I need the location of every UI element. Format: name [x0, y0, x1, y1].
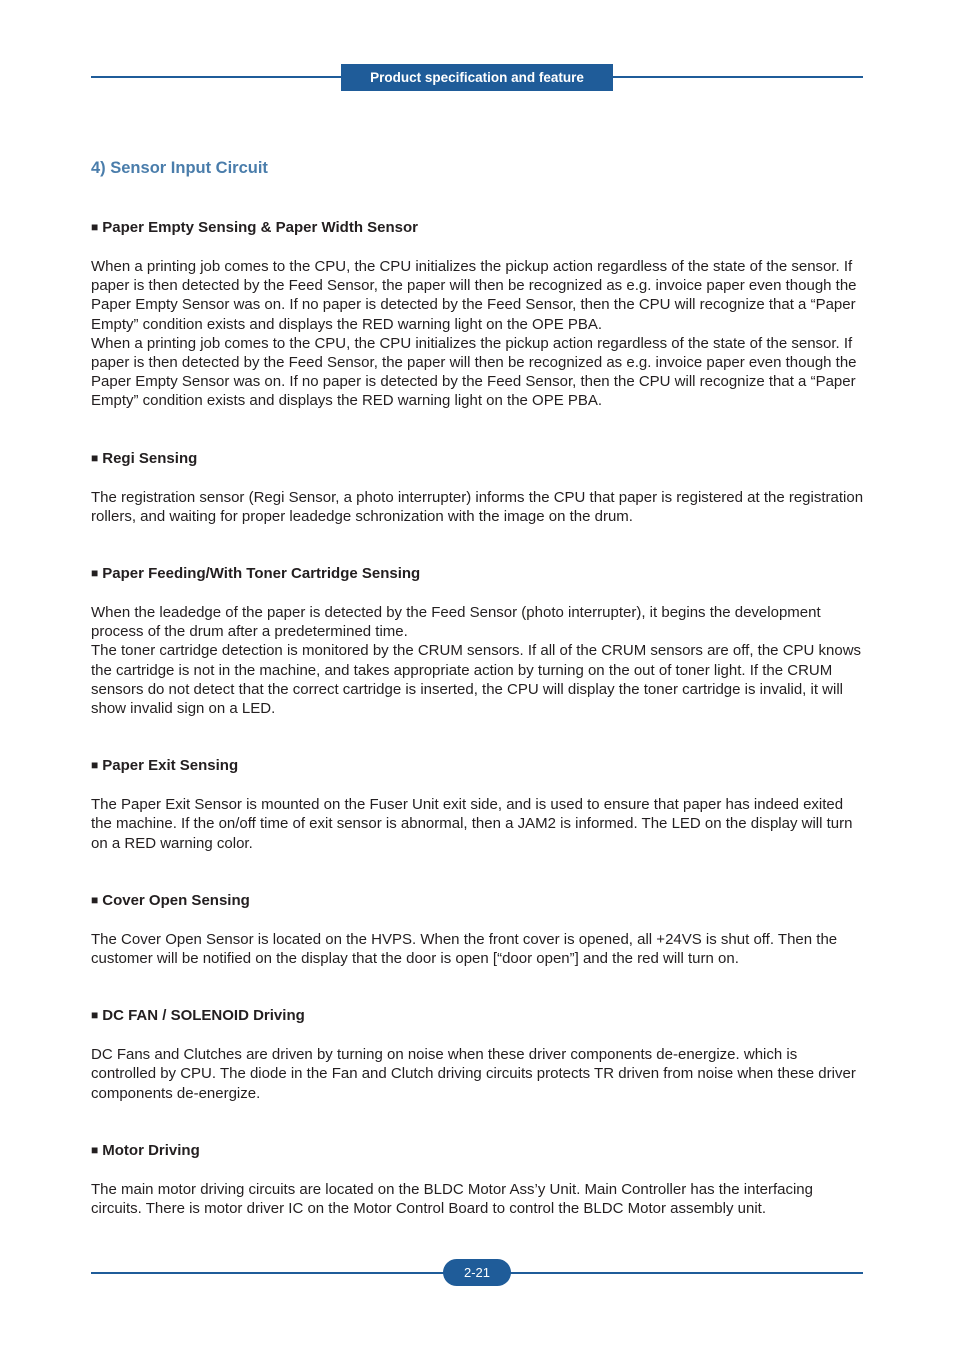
- block-cover-open-sensing: [91, 891, 866, 968]
- paragraph: The main motor driving circuits are located on the BLDC Motor Ass’y Unit. Main Controller has the interfacing circuits. There is motor driver IC on the Motor Control Board to control the BLDC Motor assembly unit.: [91, 1180, 813, 1218]
- subheading: ■ Motor Driving: [91, 1141, 200, 1159]
- block-paper-empty-sensing: [91, 218, 866, 411]
- paragraph: When a printing job comes to the CPU, the CPU initializes the pickup action regardless of the state of the sensor. If paper is then detected by the Feed Sensor, the paper will then be recognized as e.g. invoice paper even though the Paper Empty Sensor was on. If no paper is detected by the Feed Sensor, then the CPU will recognize that a “Paper Empty” condition exists and displays the RED warning light on the OPE PBA.: [91, 258, 857, 333]
- subheading: ■ Paper Feeding/With Toner Cartridge Sensing: [91, 565, 421, 583]
- page-number: 2-21: [443, 1259, 511, 1286]
- block-paper-exit-sensing: [91, 756, 866, 853]
- page-content: [91, 156, 866, 1218]
- block-regi-sensing: [91, 449, 866, 526]
- bullet-icon: ■: [91, 1008, 99, 1023]
- paragraph: The toner cartridge detection is monitored by the CRUM sensors. If all of the CRUM sensors are off, the CPU knows the cartridge is not in the machine, and takes appropriate action by turning on the out of toner light. If the CRUM sensors do not detect that the correct cartridge is inserted, the CPU will display the toner cartridge is invalid, it will show invalid sign on a LED.: [91, 642, 862, 718]
- paragraph: When a printing job comes to the CPU, the CPU initializes the pickup action regardless of the state of the sensor. If paper is then detected by the Feed Sensor, the paper will then be recognized as e.g. invoice paper even though the Paper Empty Sensor was on. If no paper is detected by the Feed Sensor, then the CPU will recognize that a “Paper Empty” condition exists and displays the RED warning light on the OPE PBA.: [91, 334, 857, 410]
- paragraph: The registration sensor (Regi Sensor, a photo interrupter) informs the CPU that paper is registered at the registration rollers, and waiting for proper leadedge schronization with the image on the drum.: [91, 488, 864, 525]
- block-paper-feeding-sensing: [91, 564, 866, 718]
- paragraph: DC Fans and Clutches are driven by turning on noise when these driver components de-energize. which is controlled by CPU. The diode in the Fan and Clutch driving circuits protects TR driven from noise when these driver components de-energize.: [91, 1046, 856, 1102]
- bullet-icon: ■: [91, 758, 99, 773]
- header-title: Product specification and feature: [341, 64, 613, 91]
- block-motor-driving: [91, 1141, 866, 1218]
- paragraph: The Cover Open Sensor is located on the HVPS. When the front cover is opened, all +24VS is shut off. Then the customer will be notified on the display that the door is open [“door open”] and the red will turn on.: [91, 930, 838, 968]
- bullet-icon: ■: [91, 1142, 99, 1157]
- bullet-icon: ■: [91, 220, 99, 234]
- section-title: 4) Sensor Input Circuit: [91, 159, 268, 177]
- bullet-icon: ■: [91, 566, 99, 581]
- subheading: ■ Regi Sensing: [91, 449, 198, 467]
- block-dc-fan-solenoid-driving: [91, 1006, 866, 1103]
- subheading: ■ Paper Empty Sensing & Paper Width Sensor: [91, 219, 419, 236]
- paragraph: When the leadedge of the paper is detected by the Feed Sensor (photo interrupter), it begins the development process of the drum after a predetermined time.: [91, 604, 821, 641]
- bullet-icon: ■: [91, 450, 99, 465]
- bullet-icon: ■: [91, 892, 99, 907]
- subheading: ■ Paper Exit Sensing: [91, 757, 239, 775]
- paragraph: The Paper Exit Sensor is mounted on the Fuser Unit exit side, and is used to ensure that paper has indeed exited the machine. If the on/off time of exit sensor is abnormal, then a JAM2 is informed. The LED on the display will turn on a RED warning color.: [91, 796, 853, 852]
- subheading: ■ Cover Open Sensing: [91, 891, 250, 909]
- subheading: ■ DC FAN / SOLENOID Driving: [91, 1007, 305, 1025]
